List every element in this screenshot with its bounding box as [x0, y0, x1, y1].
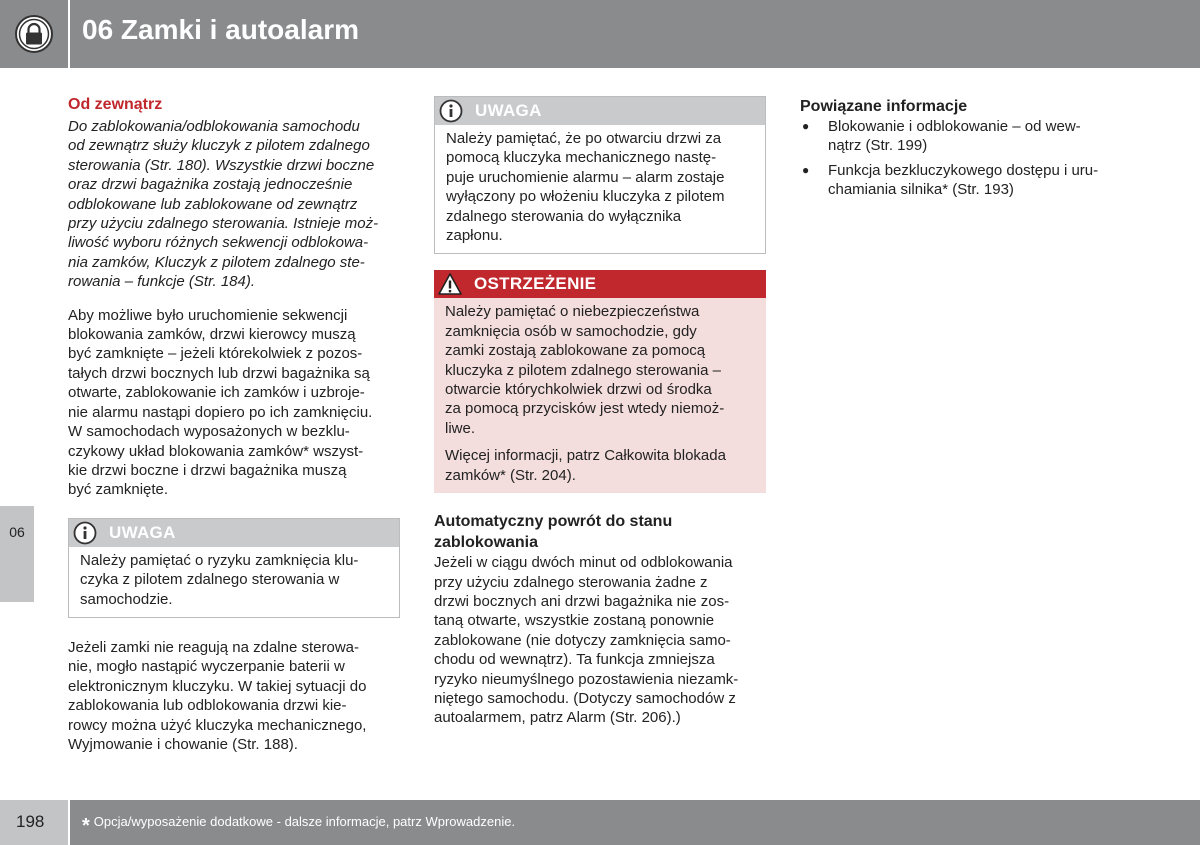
section-heading: Od zewnątrz	[68, 96, 163, 113]
text-line: nątrz (Str. 199)	[828, 137, 928, 155]
related-info-heading: Powiązane informacje	[800, 98, 968, 115]
text-line: autoalarmem, patrz Alarm (Str. 206).)	[434, 709, 681, 727]
text-line: chodu od wewnątrz). Ta funkcja zmniejsza	[434, 651, 715, 669]
text-line: Funkcja bezkluczykowego dostępu i uru-	[828, 161, 1099, 179]
note-body	[435, 125, 765, 253]
subsection-heading	[434, 511, 766, 553]
text-line: W samochodach wyposażonych w bezklu-	[68, 423, 350, 441]
note-header	[69, 519, 399, 547]
text-line: wyłączony po włożeniu kluczyka z pilotem	[446, 188, 725, 206]
text-line: zablokowania	[434, 534, 539, 552]
footer-bar	[70, 800, 1200, 845]
text-line: od zewnątrz służy kluczyk z pilotem zdalnego	[68, 137, 370, 155]
text-line: Należy pamiętać, że po otwarciu drzwi za	[446, 130, 722, 147]
text-line: chamiania silnika* (Str. 193)	[828, 181, 1014, 199]
text-line: przy użyciu zdalnego sterowania. Istnieje moż-	[68, 215, 379, 233]
footnote-text: Opcja/wyposażenie dodatkowe - dalsze informacje, patrz Wprowadzenie.	[93, 814, 516, 829]
note-text	[80, 551, 389, 609]
body-paragraph	[68, 306, 400, 500]
page-number-box	[0, 800, 68, 845]
text-line: Jeżeli zamki nie reagują na zdalne sterowa-	[68, 638, 359, 656]
text-line: kie drzwi boczne i drzwi bagażnika muszą	[68, 461, 347, 479]
text-line: samochodzie.	[80, 590, 173, 608]
text-line: puje uruchomienie alarmu – alarm zostaje	[446, 168, 725, 186]
note-label: UWAGA	[109, 522, 176, 542]
text-line: Blokowanie i odblokowanie – od wew-	[828, 118, 1081, 135]
text-line: Aby możliwe było uruchomienie sekwencji	[68, 306, 348, 324]
lock-icon	[14, 14, 54, 54]
body-paragraph	[68, 638, 400, 754]
text-line: sterowania (Str. 180). Wszystkie drzwi boczne	[68, 156, 375, 174]
warning-triangle-icon	[438, 272, 462, 296]
text-line: nia zamków, Kluczyk z pilotem zdalnego ste-	[68, 253, 365, 271]
text-line: zablokowane (nie dotyczy zamknięcia samo-	[434, 631, 731, 649]
warning-body	[434, 298, 766, 493]
footnote-star: *	[82, 815, 90, 837]
text-line: rowania – funkcje (Str. 184).	[68, 273, 256, 291]
note-label: UWAGA	[475, 101, 542, 120]
text-line: Do zablokowania/odblokowania samochodu	[68, 118, 360, 135]
text-line: nie, mogło nastąpić wyczerpanie baterii w	[68, 658, 345, 676]
column-1	[68, 96, 400, 754]
text-line: otwarte, zablokowanie ich zamków i uzbroje-	[68, 384, 365, 402]
text-line: pomocą kluczyka mechanicznego nastę-	[446, 149, 717, 167]
column-3	[800, 96, 1132, 205]
page-title: 06 Zamki i autoalarm	[82, 14, 360, 45]
text-line: zablokowania lub odblokowania drzwi kie-	[68, 697, 347, 715]
text-line: za pomocą przycisków jest wtedy niemoż-	[445, 400, 725, 418]
footnote	[82, 814, 515, 838]
text-line: ryzyko nieumyślnego pozostawienia niezamk-	[434, 670, 739, 688]
text-line: przy użyciu zdalnego sterowania żadne z	[434, 573, 708, 591]
text-line: być zamknięte – jeżeli którekolwiek z pozos-	[68, 345, 363, 363]
text-line: zamknięcia osób w samochodzie, gdy	[445, 322, 697, 340]
text-line: rowcy można użyć kluczyka mechanicznego,	[68, 716, 367, 734]
warning-label: OSTRZEŻENIE	[474, 274, 597, 294]
note-body	[69, 547, 399, 617]
text-line: taną otwarte, wszystkie zostaną ponownie	[434, 612, 715, 630]
text-line: Należy pamiętać o niebezpieczeństwa	[445, 303, 700, 321]
text-line: nie alarmu nastąpi dopiero po ich zamknięciu.	[68, 403, 373, 421]
text-line: liwość wyboru różnych sekwencji odblokowa-	[68, 234, 369, 252]
text-line: zamki zostają zablokowane za pomocą	[445, 342, 706, 360]
column-2	[434, 96, 766, 728]
text-line: czykowy układ blokowania zamków* wszyst-	[68, 442, 364, 460]
text-line: być zamknięte.	[68, 481, 169, 499]
header-icon-box	[0, 0, 70, 68]
text-line: liwe.	[445, 419, 476, 437]
related-info-list	[800, 117, 1132, 200]
note-header	[435, 97, 765, 125]
text-line: Jeżeli w ciągu dwóch minut od odblokowania	[434, 554, 733, 572]
text-line: Wyjmowanie i chowanie (Str. 188).	[68, 735, 298, 753]
chapter-tab: 06	[0, 506, 34, 602]
warning-header	[434, 270, 766, 298]
text-line: Należy pamiętać o ryzyku zamknięcia klu-	[80, 551, 359, 569]
page-footer	[0, 800, 1200, 845]
text-line: czyka z pilotem zdalnego sterowania w	[80, 571, 340, 589]
warning-box	[434, 270, 766, 493]
text-line: tałych drzwi bocznych lub drzwi bagażnika są	[68, 364, 370, 382]
list-item[interactable]	[800, 161, 1132, 200]
note-text	[446, 129, 755, 245]
list-item[interactable]	[800, 117, 1132, 156]
info-icon	[439, 99, 463, 123]
page-header	[0, 0, 1200, 68]
intro-paragraph	[68, 117, 400, 292]
warning-text	[445, 302, 756, 438]
body-paragraph	[434, 553, 766, 728]
text-line: elektronicznym kluczyku. W takiej sytuacji do	[68, 677, 367, 695]
text-line: odblokowane lub zablokowane od zewnątrz	[68, 195, 358, 213]
text-line: kluczyka z pilotem zdalnego sterowania –	[445, 361, 721, 379]
text-line: zapłonu.	[446, 227, 503, 245]
text-line: zamków* (Str. 204).	[445, 466, 576, 484]
text-line: oraz drzwi bagażnika zostają jednocześnie	[68, 176, 353, 194]
note-box	[434, 96, 766, 254]
text-line: niętego samochodu. (Dotyczy samochodów z	[434, 689, 736, 707]
note-box	[68, 518, 400, 618]
info-icon	[73, 521, 97, 545]
text-line: Automatyczny powrót do stanu	[434, 513, 673, 531]
text-line: blokowania zamków, drzwi kierowcy muszą	[68, 326, 356, 344]
text-line: drzwi bocznych ani drzwi bagażnika nie zos-	[434, 592, 730, 610]
text-line: zdalnego sterowania do wyłącznika	[446, 207, 682, 225]
text-line: Więcej informacji, patrz Całkowita blokada	[445, 447, 726, 465]
page-number: 198	[16, 812, 45, 831]
warning-more-text	[445, 446, 756, 485]
text-line: otwarcie którychkolwiek drzwi od środka	[445, 381, 712, 399]
